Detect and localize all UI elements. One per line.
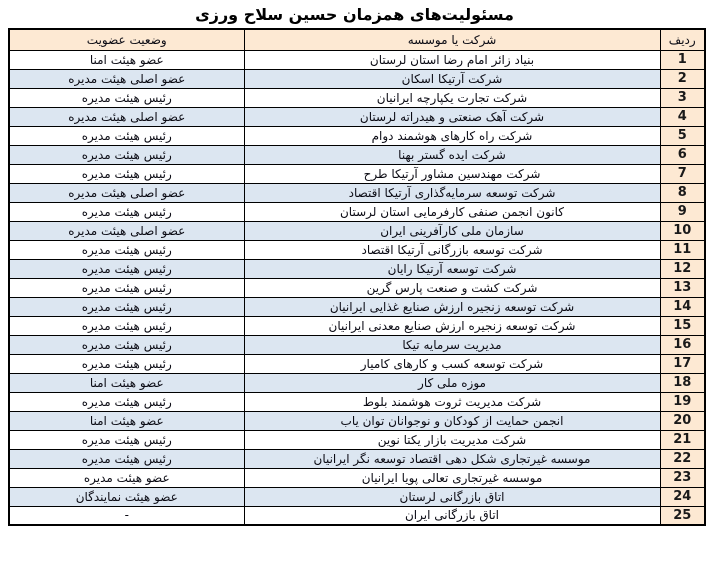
row-index-cell: 8 <box>660 183 705 202</box>
organization-cell: شرکت توسعه بازرگانی آرتیکا اقتصاد <box>244 240 660 259</box>
table-row <box>9 221 705 240</box>
row-index-cell: 18 <box>660 373 705 392</box>
organization-cell: شرکت توسعه زنجیره ارزش صنایع معدنی ایرانیان <box>244 316 660 335</box>
organization-cell: شرکت کشت و صنعت پارس گرین <box>244 278 660 297</box>
membership-status-cell: عضو هیئت امنا <box>9 411 244 430</box>
table-row <box>9 297 705 316</box>
responsibilities-table <box>8 28 706 526</box>
row-index-cell: 6 <box>660 145 705 164</box>
row-index-cell: 15 <box>660 316 705 335</box>
membership-status-cell: رئیس هیئت مدیره <box>9 430 244 449</box>
membership-status-cell: عضو اصلی هیئت مدیره <box>9 69 244 88</box>
row-index-cell: 19 <box>660 392 705 411</box>
row-index-cell: 21 <box>660 430 705 449</box>
membership-status-cell: - <box>9 506 244 525</box>
organization-cell: شرکت مدیریت ثروت هوشمند بلوط <box>244 392 660 411</box>
row-index-cell: 16 <box>660 335 705 354</box>
membership-status-cell: عضو اصلی هیئت مدیره <box>9 221 244 240</box>
row-index-cell: 3 <box>660 88 705 107</box>
table-row <box>9 69 705 88</box>
row-index-cell: 23 <box>660 468 705 487</box>
organization-cell: انجمن حمایت از کودکان و نوجوانان توان یاب <box>244 411 660 430</box>
table-row <box>9 392 705 411</box>
table-row <box>9 183 705 202</box>
table-row <box>9 411 705 430</box>
organization-cell: سازمان ملی کارآفرینی ایران <box>244 221 660 240</box>
membership-status-cell: رئیس هیئت مدیره <box>9 335 244 354</box>
membership-status-cell: عضو هیئت نمایندگان <box>9 487 244 506</box>
membership-status-cell: عضو هیئت امنا <box>9 373 244 392</box>
table-row <box>9 430 705 449</box>
table-row <box>9 126 705 145</box>
organization-cell: شرکت راه کارهای هوشمند دوام <box>244 126 660 145</box>
organization-cell: شرکت مهندسین مشاور آرتیکا طرح <box>244 164 660 183</box>
membership-status-cell: عضو اصلی هیئت مدیره <box>9 183 244 202</box>
row-index-cell: 14 <box>660 297 705 316</box>
row-index-cell: 9 <box>660 202 705 221</box>
table-row <box>9 145 705 164</box>
table-row <box>9 240 705 259</box>
organization-cell: بنیاد زائر امام رضا استان لرستان <box>244 50 660 69</box>
membership-status-cell: رئیس هیئت مدیره <box>9 392 244 411</box>
row-index-cell: 24 <box>660 487 705 506</box>
table-row <box>9 506 705 525</box>
header-organization: شرکت یا موسسه <box>244 29 660 50</box>
membership-status-cell: عضو هیئت امنا <box>9 50 244 69</box>
membership-status-cell: رئیس هیئت مدیره <box>9 449 244 468</box>
membership-status-cell: رئیس هیئت مدیره <box>9 145 244 164</box>
row-index-cell: 13 <box>660 278 705 297</box>
row-index-cell: 1 <box>660 50 705 69</box>
table-row <box>9 50 705 69</box>
table-row <box>9 354 705 373</box>
row-index-cell: 12 <box>660 259 705 278</box>
membership-status-cell: رئیس هیئت مدیره <box>9 297 244 316</box>
organization-cell: شرکت توسعه آرتیکا رایان <box>244 259 660 278</box>
membership-status-cell: عضو اصلی هیئت مدیره <box>9 107 244 126</box>
table-row <box>9 259 705 278</box>
table-row <box>9 316 705 335</box>
organization-cell: شرکت آرتیکا اسکان <box>244 69 660 88</box>
membership-status-cell: رئیس هیئت مدیره <box>9 278 244 297</box>
row-index-cell: 17 <box>660 354 705 373</box>
organization-cell: شرکت آهک صنعتی و هیدراته لرستان <box>244 107 660 126</box>
organization-cell: شرکت مدیریت بازار یکتا نوین <box>244 430 660 449</box>
header-membership-status: وضعیت عضویت <box>9 29 244 50</box>
row-index-cell: 5 <box>660 126 705 145</box>
membership-status-cell: رئیس هیئت مدیره <box>9 88 244 107</box>
row-index-cell: 10 <box>660 221 705 240</box>
membership-status-cell: رئیس هیئت مدیره <box>9 126 244 145</box>
table-body <box>9 50 705 525</box>
table-row <box>9 373 705 392</box>
membership-status-cell: رئیس هیئت مدیره <box>9 316 244 335</box>
row-index-cell: 4 <box>660 107 705 126</box>
header-index: ردیف <box>660 29 705 50</box>
table-row <box>9 278 705 297</box>
membership-status-cell: رئیس هیئت مدیره <box>9 202 244 221</box>
row-index-cell: 20 <box>660 411 705 430</box>
table-row <box>9 107 705 126</box>
table-row <box>9 164 705 183</box>
organization-cell: شرکت توسعه سرمایه‌گذاری آرتیکا اقتصاد <box>244 183 660 202</box>
organization-cell: مدیریت سرمایه تیکا <box>244 335 660 354</box>
organization-cell: اتاق بازرگانی لرستان <box>244 487 660 506</box>
membership-status-cell: رئیس هیئت مدیره <box>9 164 244 183</box>
table-row <box>9 202 705 221</box>
row-index-cell: 2 <box>660 69 705 88</box>
table-row <box>9 335 705 354</box>
row-index-cell: 11 <box>660 240 705 259</box>
table-row <box>9 487 705 506</box>
organization-cell: موسسه غیرتجاری تعالی پویا ایرانیان <box>244 468 660 487</box>
row-index-cell: 7 <box>660 164 705 183</box>
membership-status-cell: رئیس هیئت مدیره <box>9 240 244 259</box>
table-header-row <box>9 29 705 50</box>
organization-cell: اتاق بازرگانی ایران <box>244 506 660 525</box>
page-title: مسئولیت‌های همزمان حسین سلاح ورزی <box>195 5 514 24</box>
membership-status-cell: رئیس هیئت مدیره <box>9 259 244 278</box>
table-row <box>9 88 705 107</box>
row-index-cell: 25 <box>660 506 705 525</box>
table-row <box>9 449 705 468</box>
organization-cell: شرکت توسعه کسب و کارهای کامیار <box>244 354 660 373</box>
organization-cell: شرکت تجارت یکپارچه ایرانیان <box>244 88 660 107</box>
membership-status-cell: عضو هیئت مدیره <box>9 468 244 487</box>
row-index-cell: 22 <box>660 449 705 468</box>
organization-cell: موسسه غیرتجاری شکل دهی اقتصاد توسعه نگر ایرانیان <box>244 449 660 468</box>
table-row <box>9 468 705 487</box>
organization-cell: کانون انجمن صنفی کارفرمایی استان لرستان <box>244 202 660 221</box>
organization-cell: شرکت توسعه زنجیره ارزش صنایع غذایی ایرانیان <box>244 297 660 316</box>
organization-cell: موزه ملی کار <box>244 373 660 392</box>
organization-cell: شرکت ایده گستر بهنا <box>244 145 660 164</box>
membership-status-cell: رئیس هیئت مدیره <box>9 354 244 373</box>
